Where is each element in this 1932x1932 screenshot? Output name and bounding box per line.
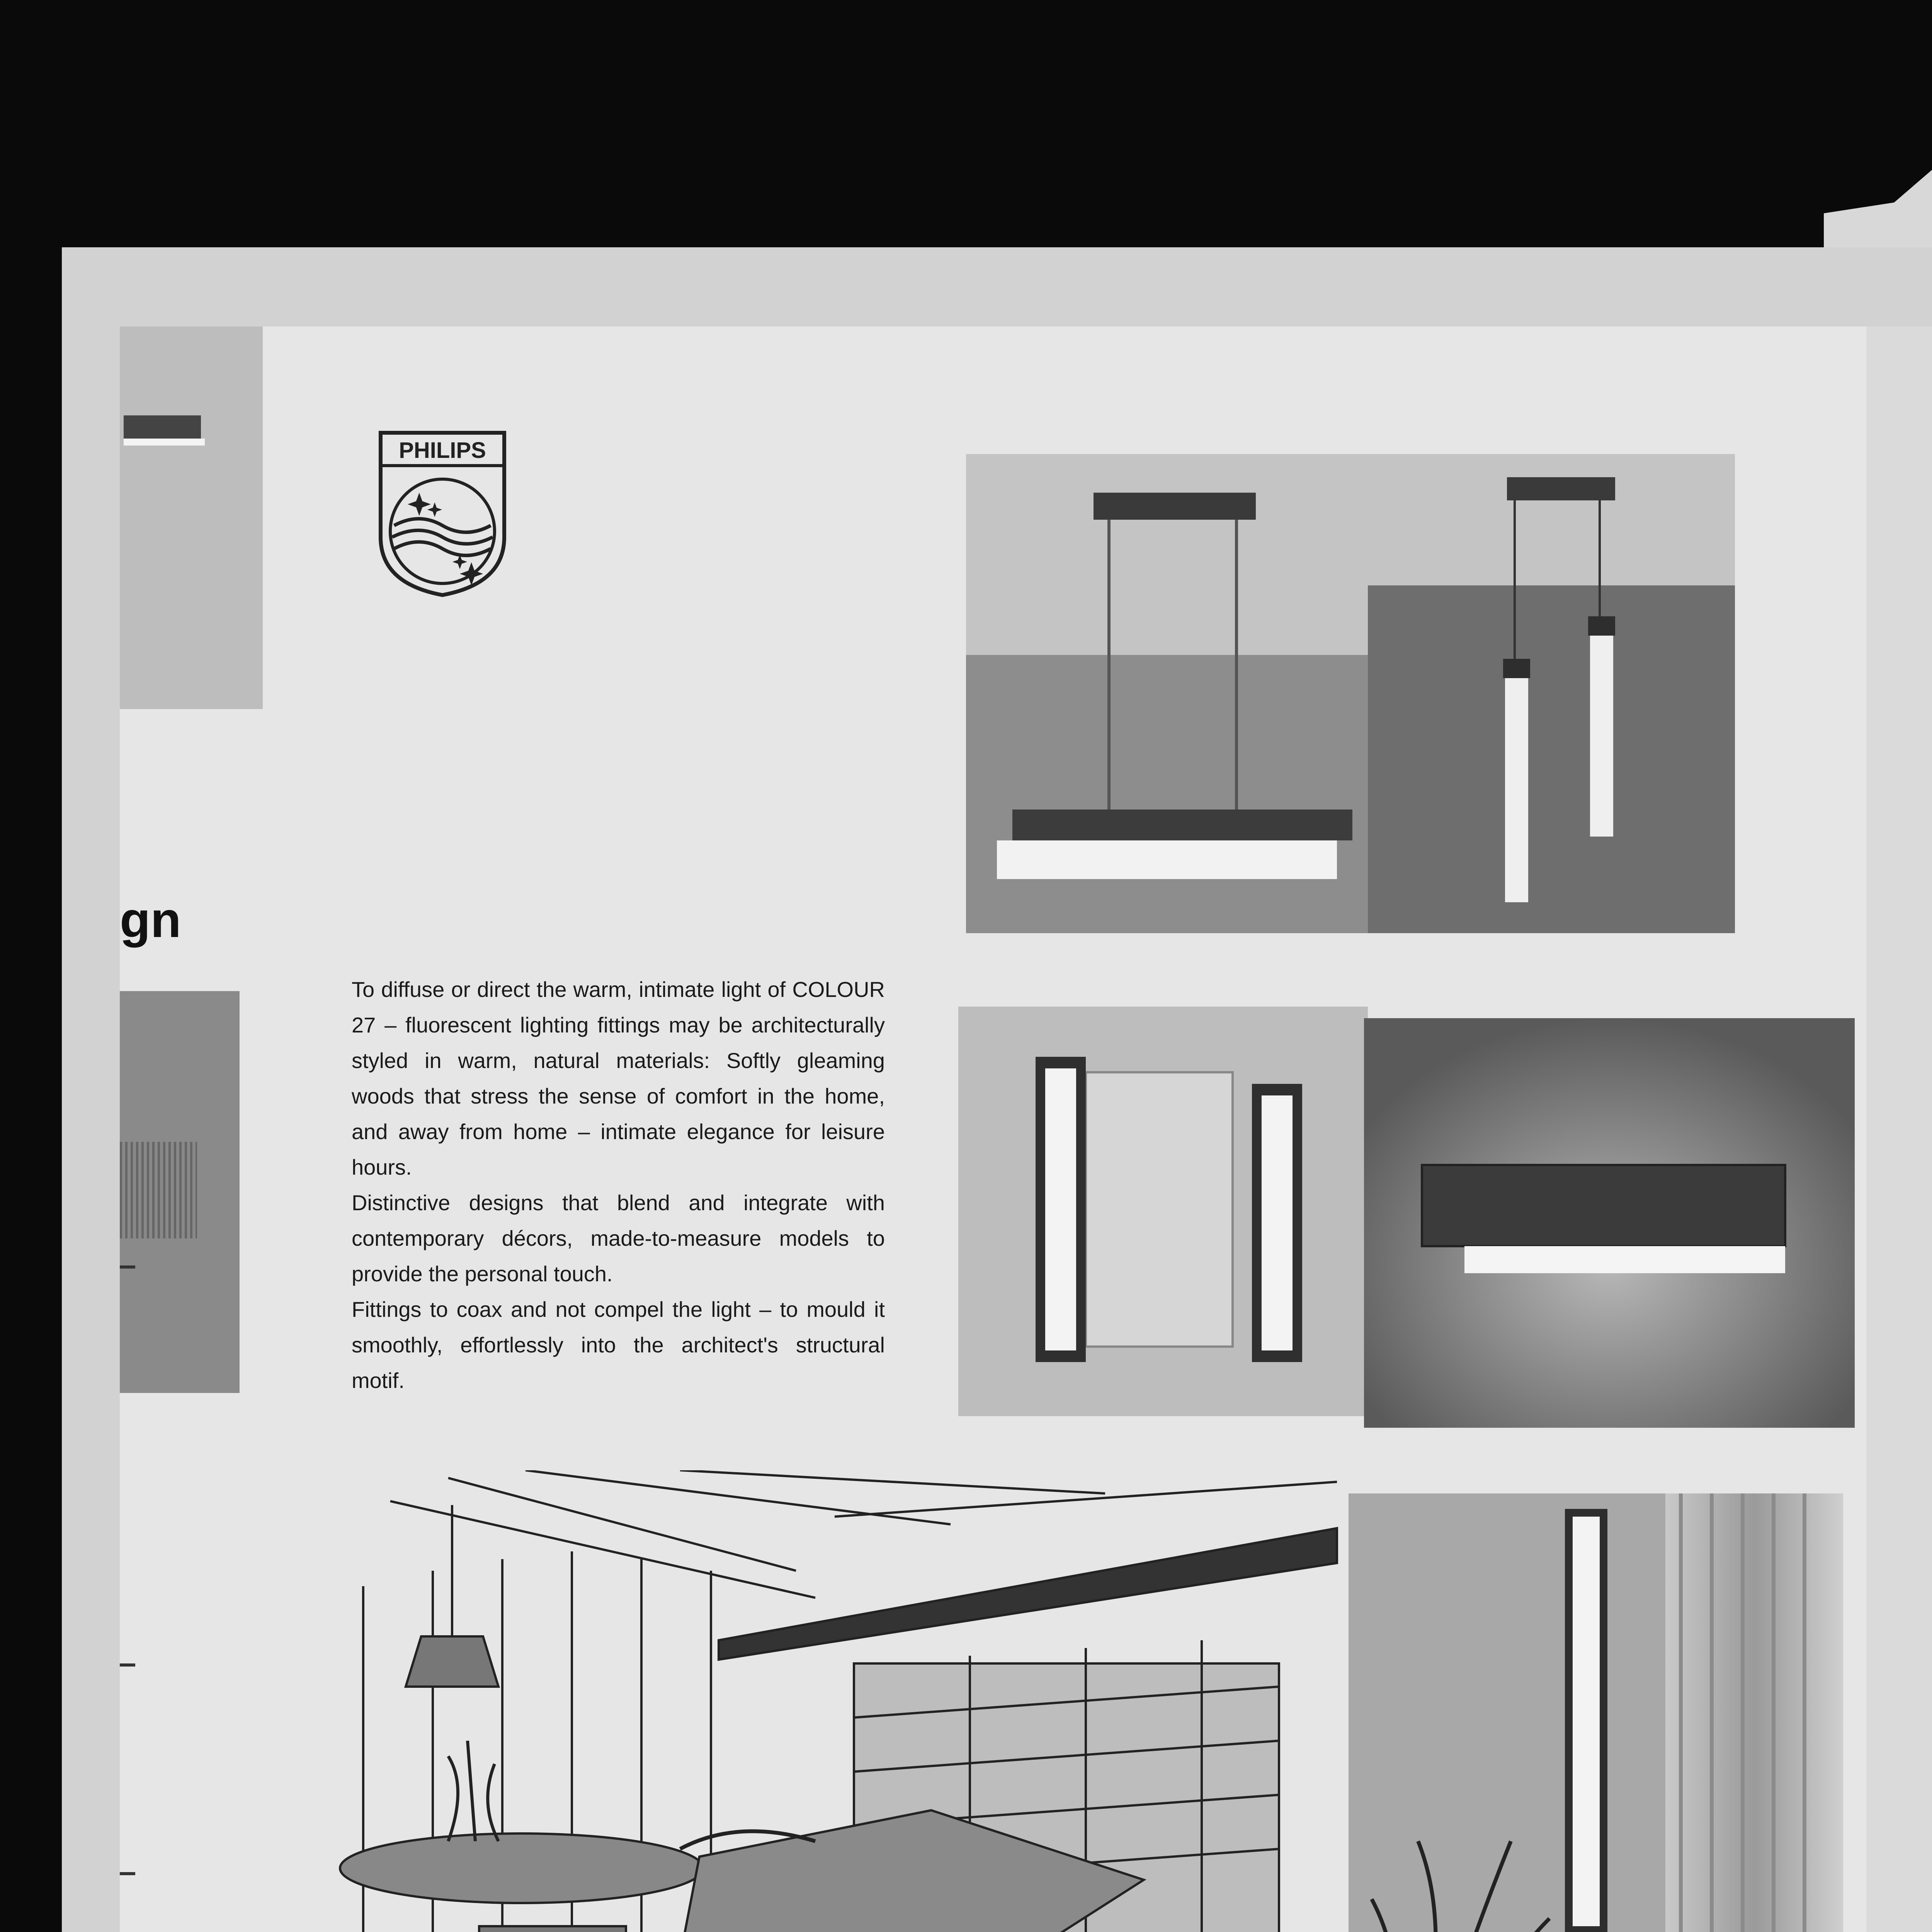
- margin-tick: [120, 1872, 135, 1875]
- photo-wood-wall-bracket: [1364, 1018, 1855, 1428]
- photo-pendant-fittings: [966, 454, 1735, 933]
- intro-paragraph: Distinctive designs that blend and integrate with contemporary décors, made-to-measure models to provide the personal touch.: [352, 1190, 885, 1286]
- margin-tick: [120, 1663, 135, 1667]
- intro-paragraph: Fittings to coax and not compel the light – to mould it smoothly, effortlessly into the architect's structural motif.: [352, 1297, 885, 1393]
- logo-brand-text: PHILIPS: [399, 438, 486, 463]
- page-edge-strip: [1866, 327, 1932, 1932]
- living-room-sketch-illustration: [332, 1470, 1341, 1932]
- brochure-page: [120, 327, 1866, 1932]
- photo-tall-wall-light-curtain: [1349, 1493, 1843, 1932]
- left-fragment-photo-middle: [120, 991, 240, 1393]
- photo-mirror-wall-lights: [958, 1007, 1368, 1416]
- left-fragment-photo-top: [120, 327, 263, 709]
- left-fragment-heading: gn: [120, 891, 181, 948]
- philips-shield-logo: [377, 429, 508, 599]
- intro-paragraph: To diffuse or direct the warm, intimate light of COLOUR 27 – fluorescent lighting fittings may be architecturally styled in warm, natural materials: Softly gleaming woods that stress the sense of comfort in the home, and away from home – intimate elegance for leisure hours.: [352, 977, 885, 1179]
- intro-text-block: [352, 972, 885, 1398]
- margin-tick: [120, 1265, 135, 1269]
